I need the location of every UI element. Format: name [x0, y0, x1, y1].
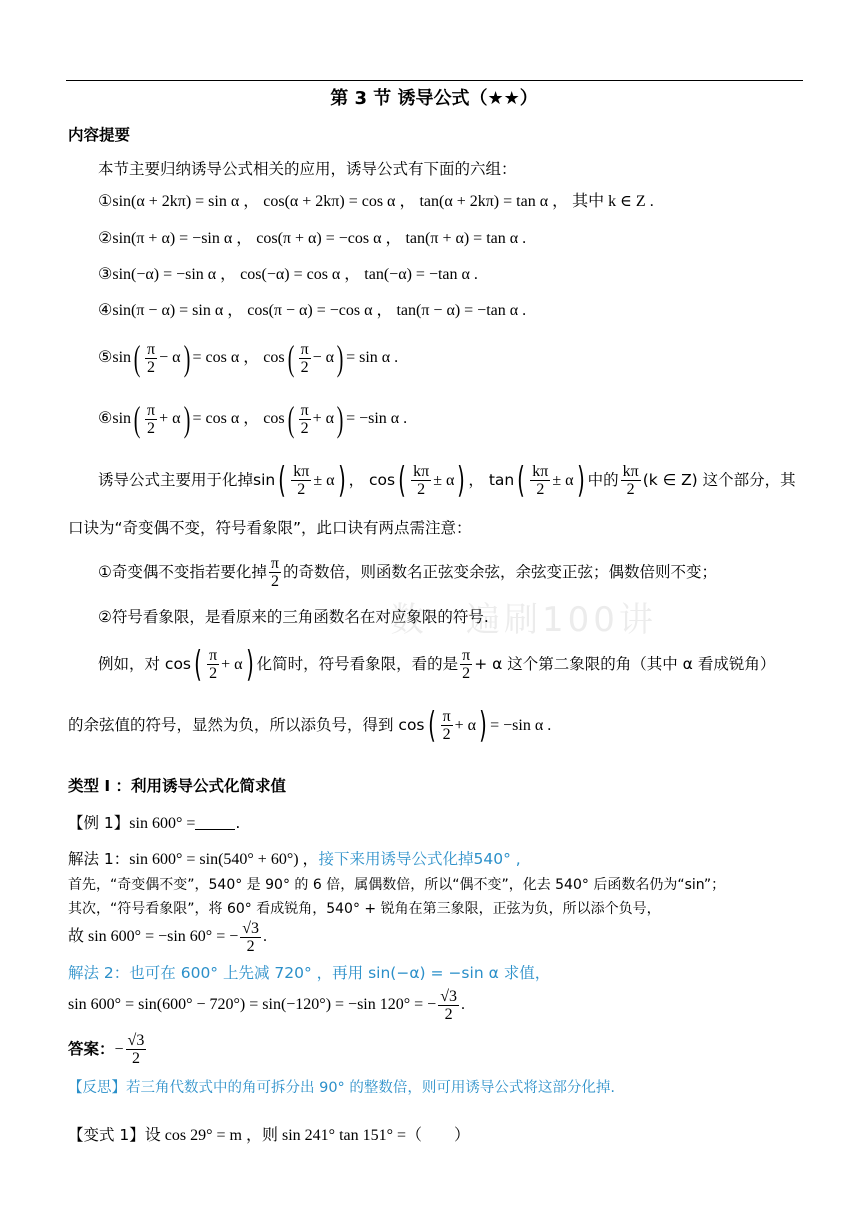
solution-2-line-2: sin 600° = sin(600° − 720°) = sin(−120°) = −sin 120° = − $\frac{√3}{2}$ . [68, 988, 465, 1023]
solution-2: 解法 2：也可在 600° 上先减 720° ，再用 sin(−α) = −sin α 求值， [68, 964, 551, 982]
solution-1-line-2: 首先，“奇变偶不变”，540° 是 90° 的 6 倍，属偶数倍，所以“偶不变”，化去 540° 后函数名仍为“sin”； [68, 877, 726, 893]
point-1: ①奇变偶不变指若要化掉 $\frac{\pi}{2}$ 的奇数倍，则函数名正弦变余弦，余弦变正弦；偶数倍则不变； [98, 555, 717, 590]
solution-1-line-4: 故 sin 600° = −sin 60° = − $\frac{√3}{2}$ . [68, 920, 268, 955]
example-line-1: 例如，对 cos( $\frac{\pi}{2}$ + α) 化简时，符号看象限，看的是 $\frac{\pi}{2}$ + α 这个第二象限的角（其中 α 看成锐角） [98, 643, 776, 685]
solution-1-line-3: 其次，“符号看象限”，将 60° 看成锐角，540° + 锐角在第三象限，正弦为负，所以添个负号， [68, 901, 661, 917]
variant-1: 【变式 1】设 cos 29° = m ，则 sin 241° tan 151° =（ ） [68, 1126, 471, 1144]
example-1: 【例 1】sin 600° = . [68, 814, 241, 832]
page-title: 第 3 节 诱导公式（★★） [330, 88, 538, 109]
reflection: 【反思】若三角代数式中的角可拆分出 90° 的整数倍，则可用诱导公式将这部分化掉. [68, 1080, 616, 1096]
usage-line: 诱导公式主要用于化掉sin( $\frac{k\pi}{2}$ ± α) ， cos( $\frac{k\pi}{2}$ ± α) ， tan( $\frac{k\pi}{2}$ ± α) 中的 $\frac{k\pi}{2}$ (k ∈ Z) 这个部分，其 [98, 459, 796, 501]
solution-1: 解法 1：sin 600° = sin(540° + 60°) ，接下来用诱导公式化掉540° , [68, 850, 521, 868]
formula-5: ⑤sin( $\frac{\pi}{2}$ − α) = cos α ， cos( $\frac{\pi}{2}$ − α) = sin α . [98, 338, 399, 379]
summary-intro: 本节主要归纳诱导公式相关的应用，诱导公式有下面的六组： [98, 160, 517, 178]
formula-3: ③sin(−α) = −sin α ， cos(−α) = cos α ， tan(−α) = −tan α . [98, 266, 478, 283]
header-rule [66, 80, 803, 81]
formula-4: ④sin(π − α) = sin α ， cos(π − α) = −cos α ， tan(π − α) = −tan α . [98, 302, 527, 319]
watermark: 数一遍刷100讲 [390, 600, 657, 640]
formula-2: ②sin(π + α) = −sin α ， cos(π + α) = −cos α ， tan(π + α) = tan α . [98, 230, 527, 247]
example-line-2: 的余弦值的符号，显然为负，所以添负号，得到 cos( $\frac{\pi}{2}$ + α) = −sin α . [68, 704, 552, 746]
formula-6: ⑥sin( $\frac{\pi}{2}$ + α) = cos α ， cos( $\frac{\pi}{2}$ + α) = −sin α . [98, 399, 408, 440]
summary-heading: 内容提要 [68, 126, 131, 144]
answer-blank [195, 815, 235, 830]
answer-line: 答案：− $\frac{√3}{2}$ [68, 1032, 145, 1067]
type1-heading: 类型 I ：利用诱导公式化简求值 [68, 777, 287, 795]
point-2: ②符号看象限，是看原来的三角函数名在对应象限的符号. [98, 608, 489, 626]
formula-1: ①sin(α + 2kπ) = sin α ， cos(α + 2kπ) = cos α ， tan(α + 2kπ) = tan α ， 其中 k ∈ Z . [98, 193, 654, 210]
mnemonic-line: 口诀为“奇变偶不变，符号看象限”，此口诀有两点需注意： [68, 519, 472, 537]
